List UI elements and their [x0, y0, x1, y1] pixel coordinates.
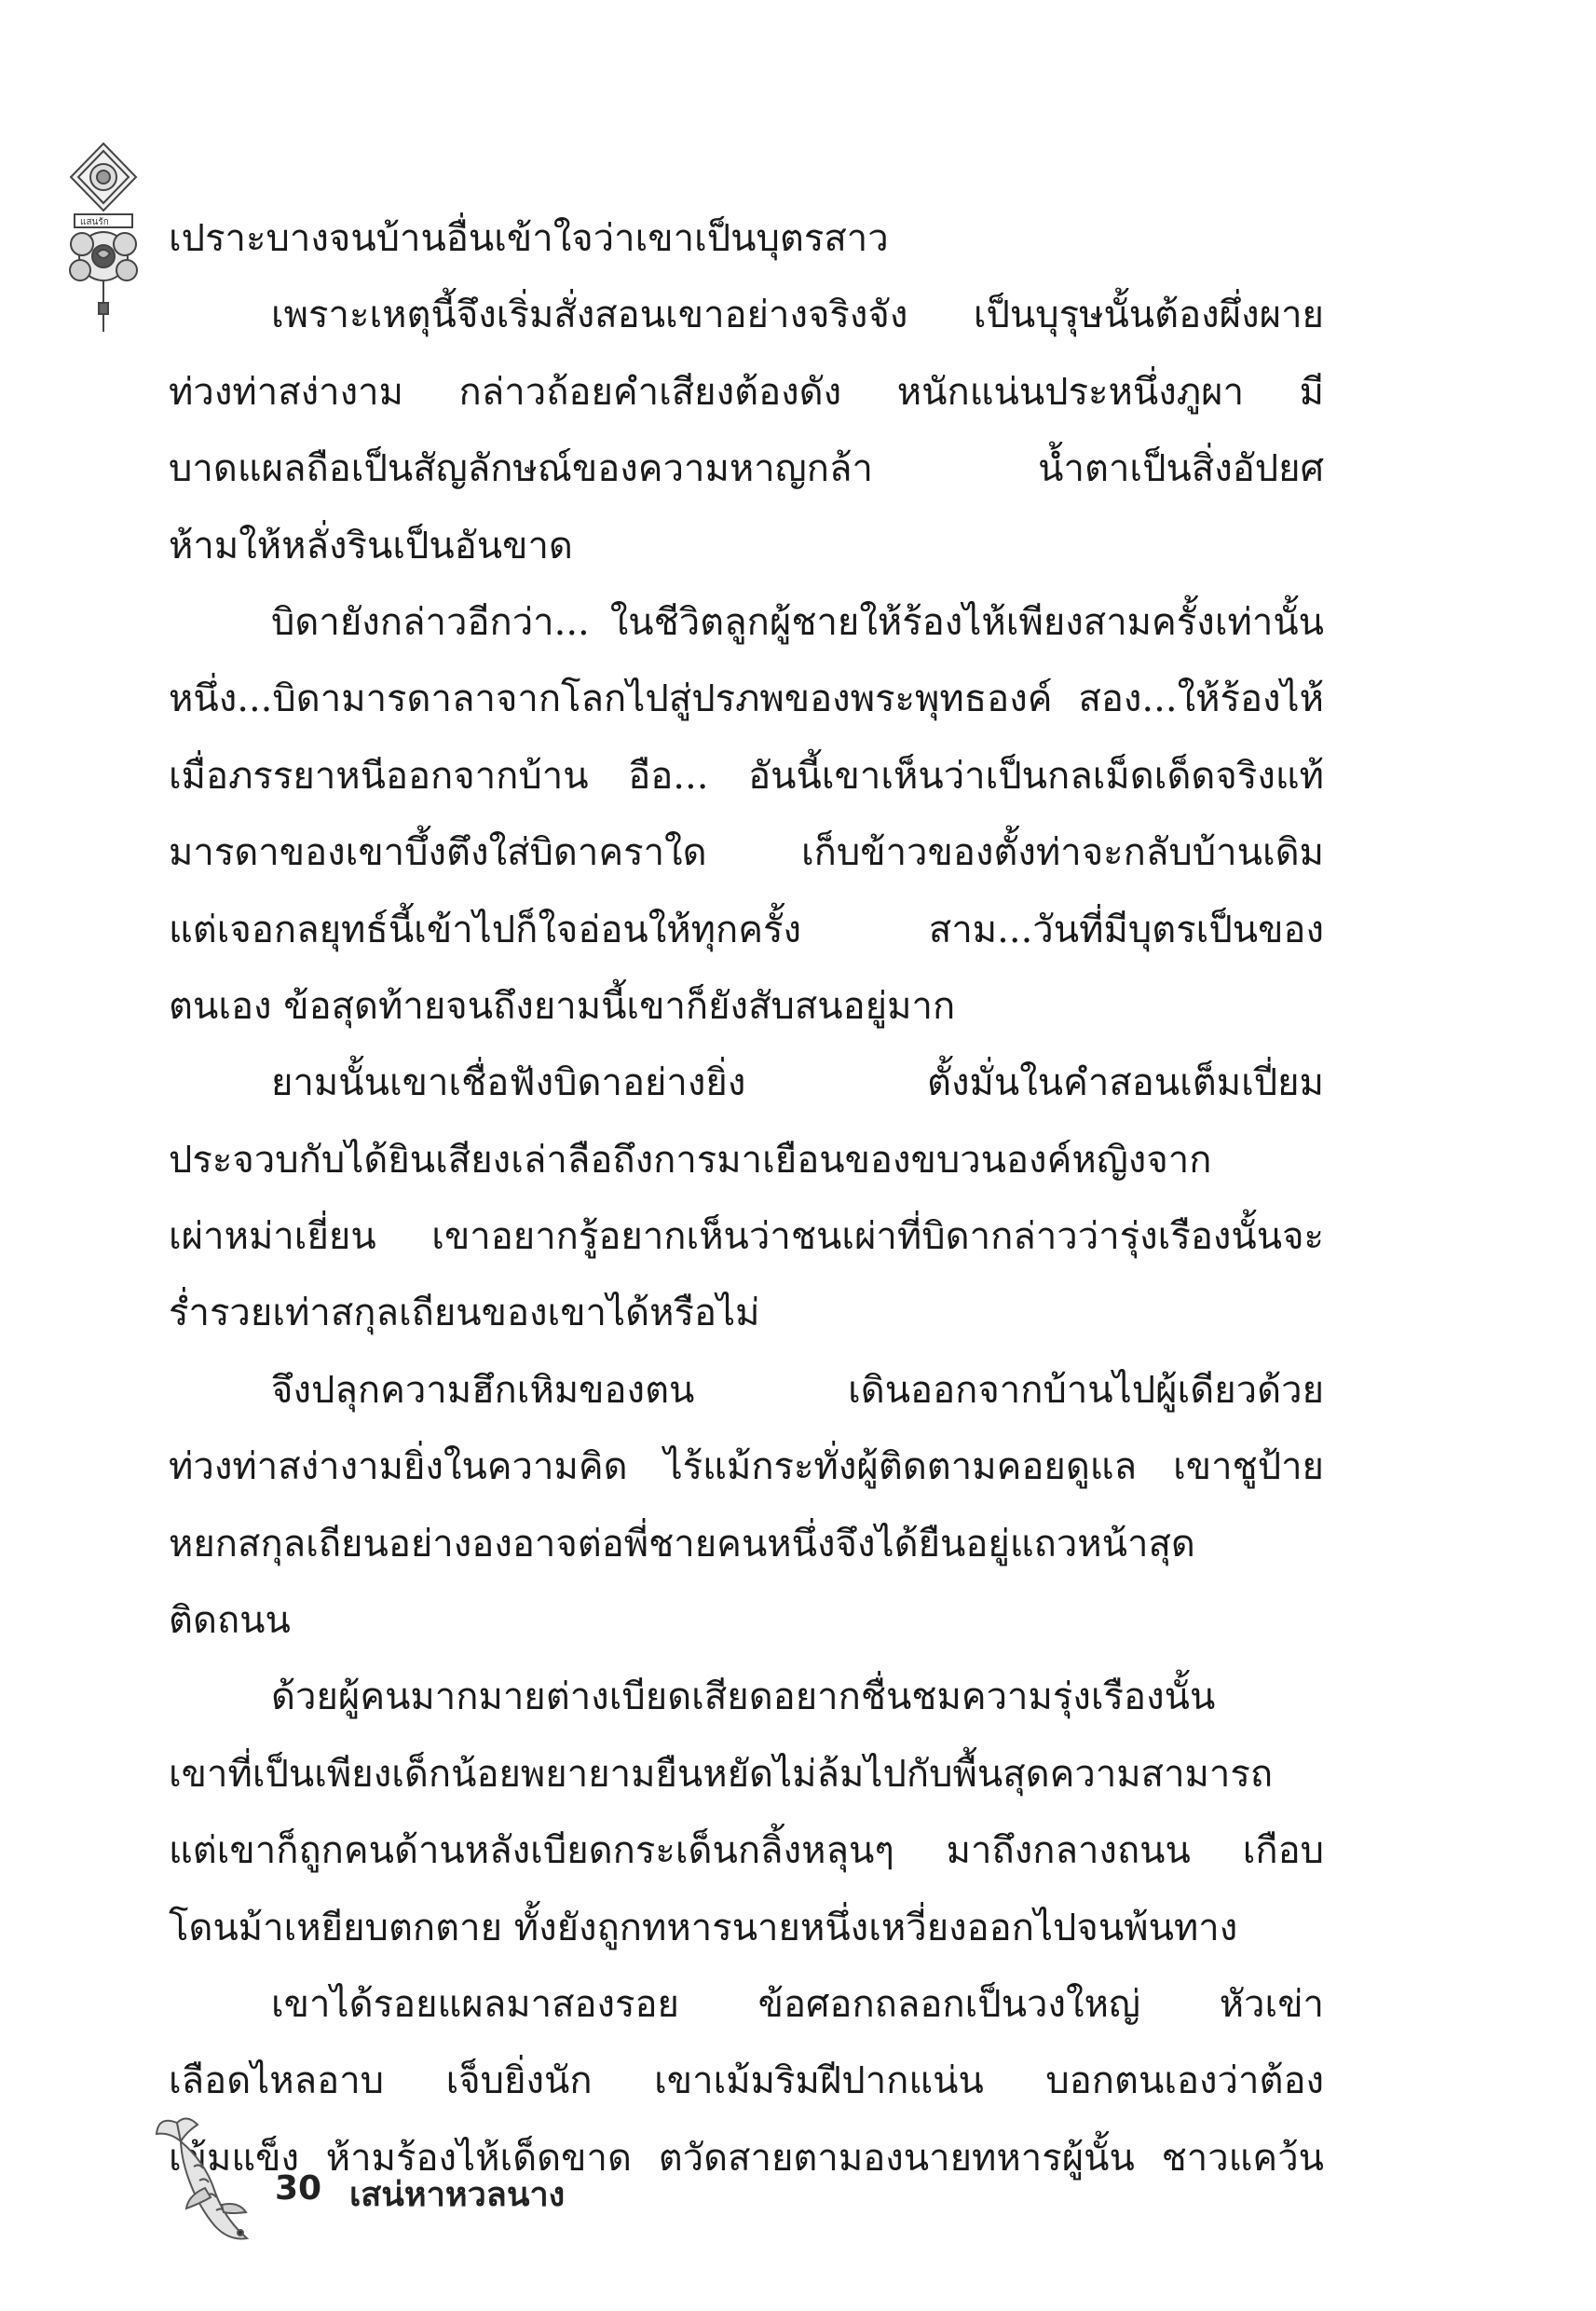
text-line: เผ่าหม่าเยี่ยน เขาอยากรู้อยากเห็นว่าชนเผ่าที่บิดากล่าวว่ารุ่งเรืองนั้นจะ	[169, 1215, 1324, 1259]
page-footer	[149, 2115, 708, 2246]
text-line: มารดาของเขาบึ้งตึงใส่บิดาคราใด เก็บข้าวของตั้งท่าจะกลับบ้านเดิม	[169, 831, 1324, 875]
text-line: เขาได้รอยแผลมาสองรอย ข้อศอกถลอกเป็นวงใหญ่ หัวเข่า	[271, 1982, 1324, 2026]
ornament-seal-text: แสนรัก	[80, 217, 109, 227]
text-line: แต่เจอกลยุทธ์นี้เข้าไปก็ใจอ่อนให้ทุกครั้ง สาม...วันที่มีบุตรเป็นของ	[169, 908, 1324, 951]
text-line: เข้มแข็ง ห้ามร้องไห้เด็ดขาด ตวัดสายตามองนายทหารผู้นั้น ชาวแคว้น	[169, 2136, 1324, 2180]
page-number: 30	[275, 2169, 322, 2208]
text-line: โดนม้าเหยียบตกตาย ทั้งยังถูกทหารนายหนึ่งเหวี่ยงออกไปจนพ้นทาง	[169, 1906, 1238, 1949]
text-line: ติดถนน	[169, 1599, 291, 1643]
text-line: ประจวบกับได้ยินเสียงเล่าลือถึงการมาเยือนของขบวนองค์หญิงจาก	[169, 1138, 1212, 1182]
text-line: เปราะบางจนบ้านอื่นเข้าใจว่าเขาเป็นบุตรสาว	[169, 217, 889, 260]
text-line: ท่วงท่าสง่างามยิ่งในความคิด ไร้แม้กระทั่งผู้ติดตามคอยดูแล เขาชูป้าย	[169, 1445, 1324, 1489]
text-line: หนึ่ง...บิดามารดาลาจากโลกไปสู่ปรภพของพระพุทธองค์ สอง...ให้ร้องไห้	[169, 677, 1324, 721]
chinese-medallion-ornament-icon	[61, 140, 145, 335]
text-line: ตนเอง ข้อสุดท้ายจนถึงยามนี้เขาก็ยังสับสนอยู่มาก	[169, 984, 956, 1028]
text-line: ร่ำรวยเท่าสกุลเถียนของเขาได้หรือไม่	[169, 1292, 760, 1335]
text-line: เขาที่เป็นเพียงเด็กน้อยพยายามยืนหยัดไม่ล้มไปกับพื้นสุดความสามารถ	[169, 1752, 1274, 1796]
text-line: ด้วยผู้คนมากมายต่างเบียดเสียดอยากชื่นชมความรุ่งเรืองนั้น	[271, 1675, 1216, 1719]
text-line: ท่วงท่าสง่างาม กล่าวถ้อยคำเสียงต้องดัง หนักแน่นประหนึ่งภูผา มี	[169, 370, 1324, 414]
book-title: เสน่หาหวลนาง	[349, 2176, 566, 2214]
text-line: หยกสกุลเถียนอย่างองอาจต่อพี่ชายคนหนึ่งจึงได้ยืนอยู่แถวหน้าสุด	[169, 1522, 1195, 1566]
text-line: บาดแผลถือเป็นสัญลักษณ์ของความหาญกล้า น้ำตาเป็นสิ่งอัปยศ	[169, 447, 1324, 491]
text-line: จึงปลุกความฮึกเหิมของตน เดินออกจากบ้านไปผู้เดียวด้วย	[271, 1368, 1324, 1412]
text-line: บิดายังกล่าวอีกว่า... ในชีวิตลูกผู้ชายให้ร้องไห้เพียงสามครั้งเท่านั้น	[271, 600, 1324, 644]
text-line: แต่เขาก็ถูกคนด้านหลังเบียดกระเด็นกลิ้งหลุนๆ มาถึงกลางถนน เกือบ	[169, 1829, 1324, 1873]
text-line: เลือดไหลอาบ เจ็บยิ่งนัก เขาเม้มริมฝีปากแน่น บอกตนเองว่าต้อง	[169, 2059, 1324, 2103]
text-line: เพราะเหตุนี้จึงเริ่มสั่งสอนเขาอย่างจริงจัง เป็นบุรุษนั้นต้องผึ่งผาย	[271, 294, 1324, 337]
body-text	[169, 200, 1324, 2196]
text-line: ยามนั้นเขาเชื่อฟังบิดาอย่างยิ่ง ตั้งมั่นในคำสอนเต็มเปี่ยม	[271, 1061, 1324, 1105]
text-line: ห้ามให้หลั่งรินเป็นอันขาด	[169, 524, 573, 567]
text-line: เมื่อภรรยาหนีออกจากบ้าน อือ... อันนี้เขาเห็นว่าเป็นกลเม็ดเด็ดจริงแท้	[169, 754, 1324, 798]
koi-fish-icon	[149, 2115, 270, 2246]
